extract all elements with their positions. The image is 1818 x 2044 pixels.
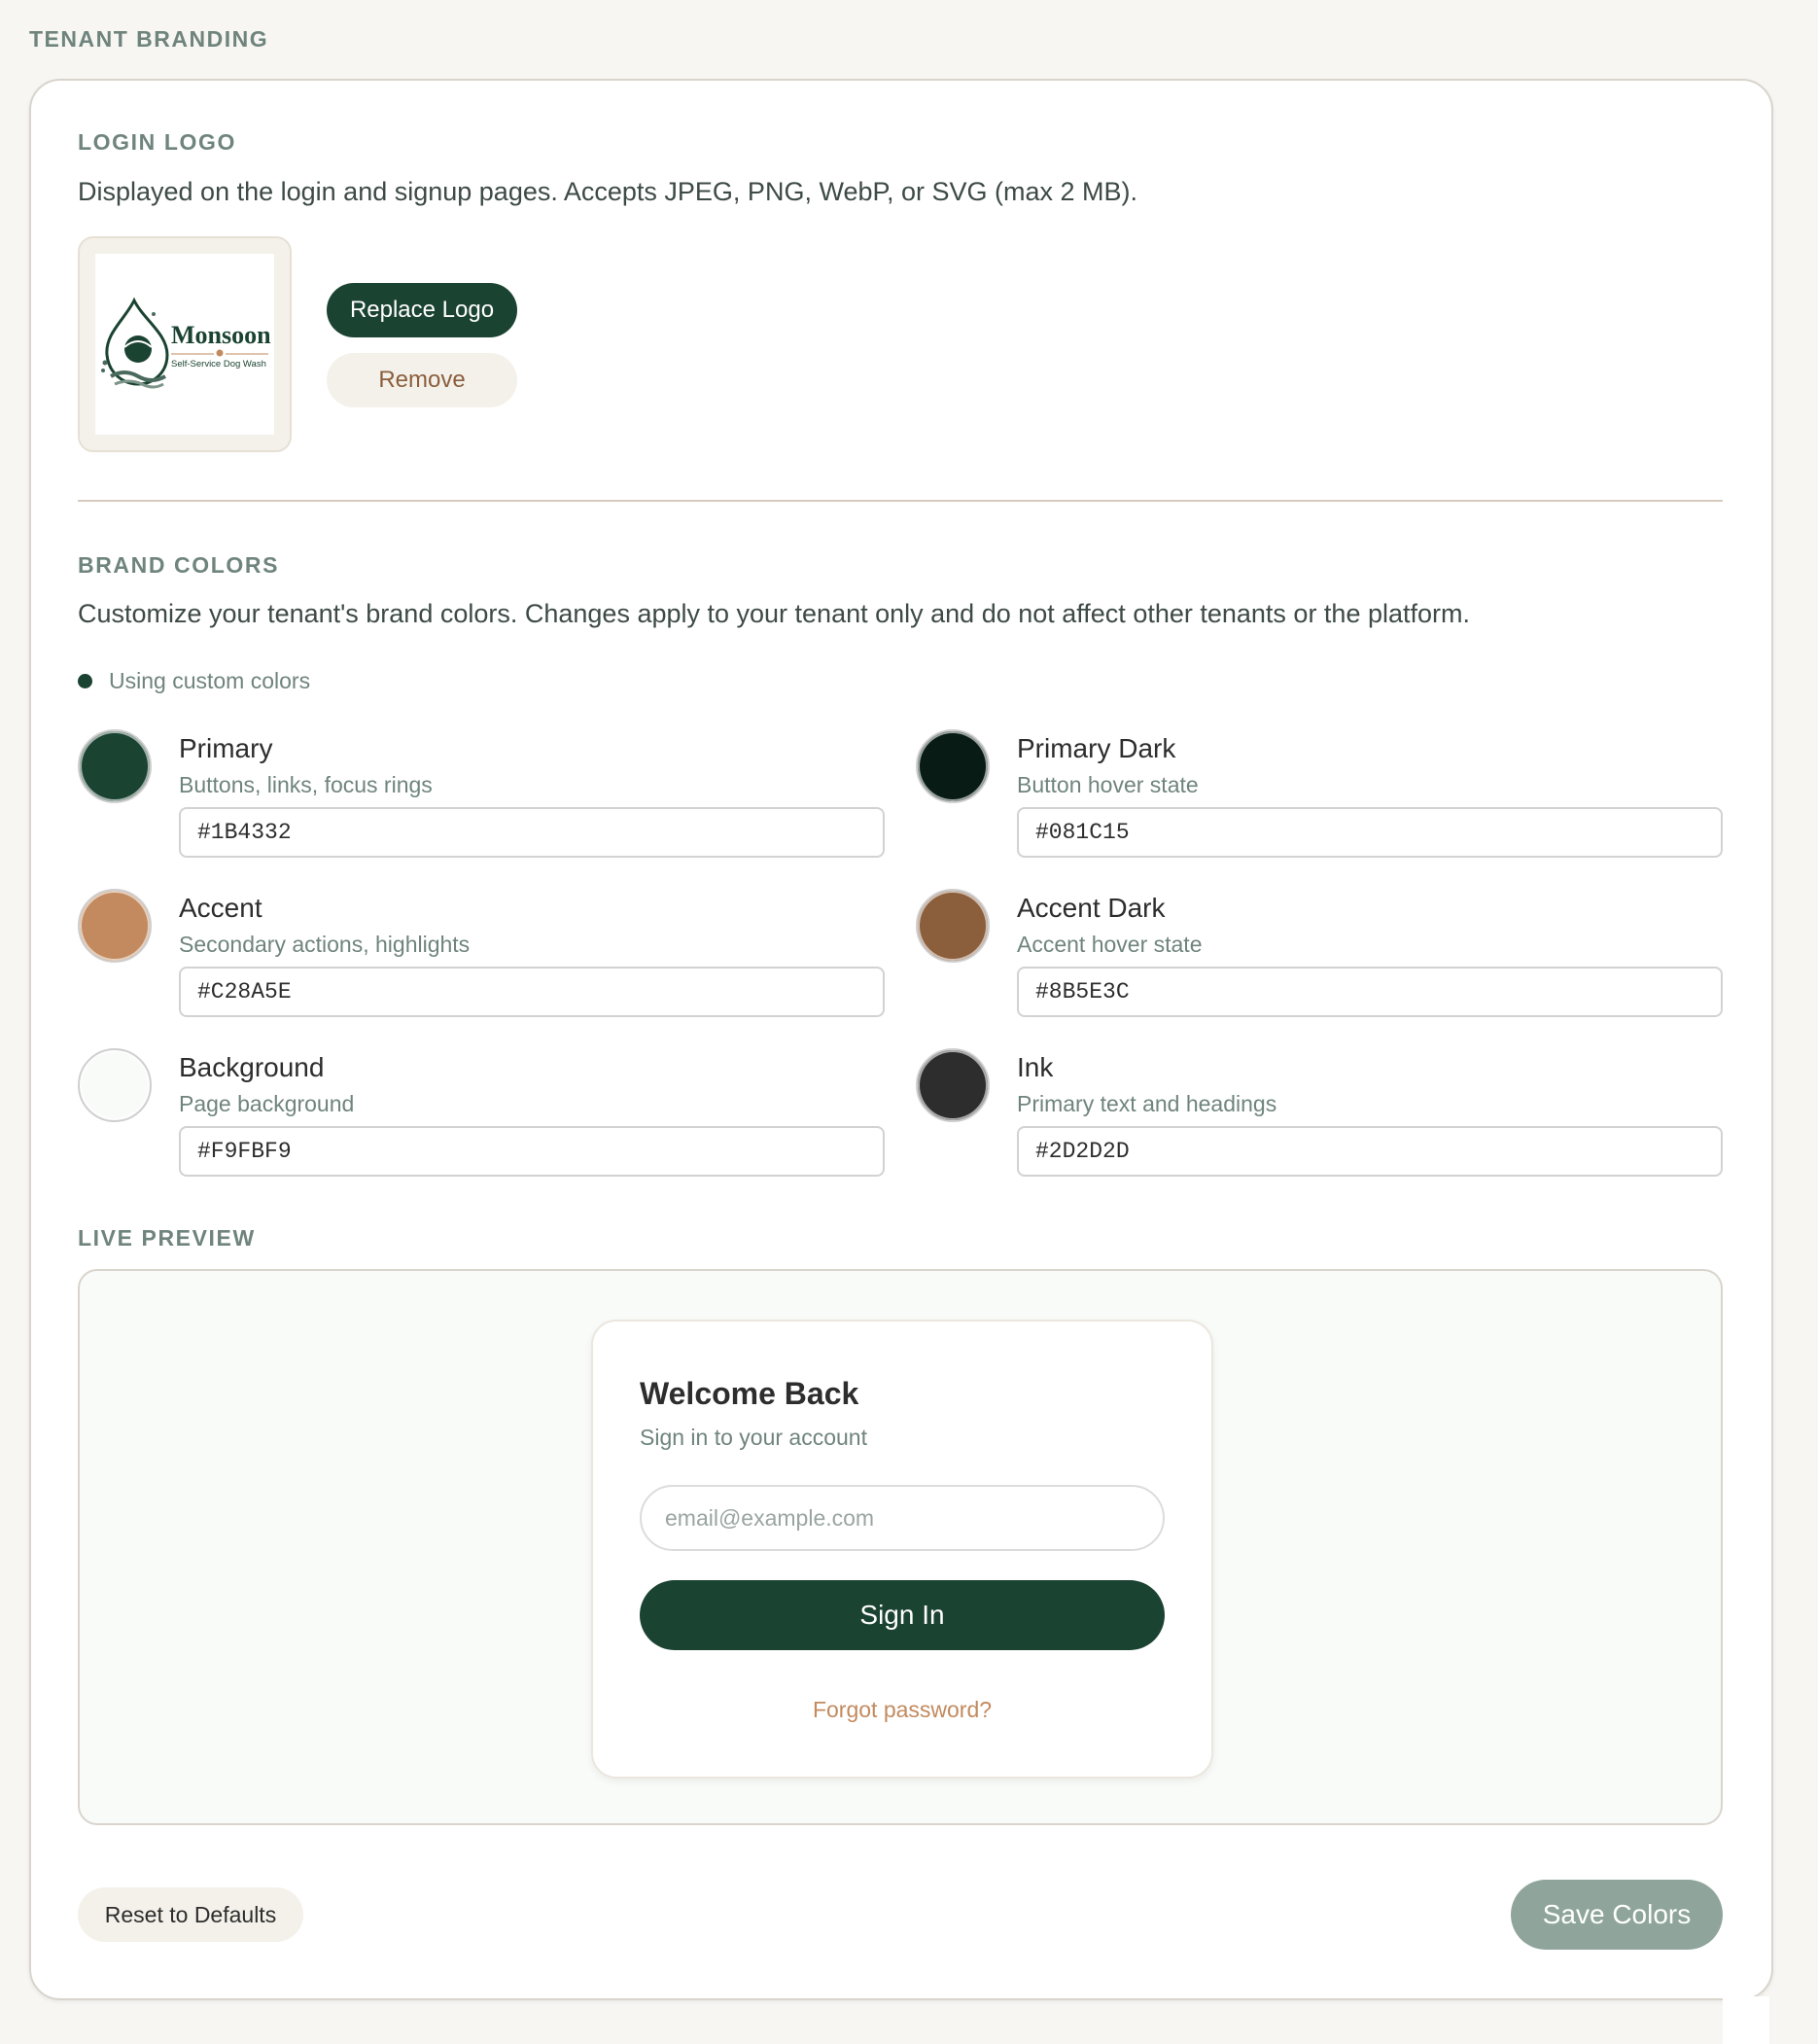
brand-colors-description: Customize your tenant's brand colors. Changes apply to your tenant only and do not affect other tenants or the platform. (78, 599, 1471, 628)
preview-signin-button[interactable]: Sign In (640, 1580, 1165, 1650)
color-hint: Buttons, links, focus rings (179, 772, 433, 797)
hex-input-accent-dark[interactable] (1017, 967, 1723, 1017)
color-name: Accent (179, 893, 262, 923)
section-divider (78, 500, 1723, 502)
color-field-background (78, 1048, 885, 1184)
color-field-ink (916, 1048, 1723, 1184)
hex-input-background[interactable] (179, 1126, 885, 1177)
color-name: Primary Dark (1017, 733, 1176, 763)
color-swatch[interactable] (916, 1048, 990, 1122)
color-field-accent (78, 889, 885, 1025)
hex-input-accent[interactable] (179, 967, 885, 1017)
logo-image (95, 254, 274, 435)
color-name: Primary (179, 733, 273, 763)
color-name: Accent Dark (1017, 893, 1166, 923)
color-field-primary-dark (916, 729, 1723, 865)
reset-defaults-button[interactable]: Reset to Defaults (78, 1887, 303, 1942)
live-preview-heading: LIVE PREVIEW (78, 1225, 256, 1251)
login-logo-description: Displayed on the login and signup pages. Accepts JPEG, PNG, WebP, or SVG (max 2 MB). (78, 177, 1138, 206)
color-swatch[interactable] (916, 729, 990, 803)
color-hint: Accent hover state (1017, 932, 1203, 957)
remove-logo-button[interactable]: Remove (327, 353, 517, 407)
preview-subtitle: Sign in to your account (640, 1425, 867, 1450)
save-colors-button[interactable]: Save Colors (1511, 1880, 1723, 1950)
color-swatch[interactable] (78, 889, 152, 963)
color-field-primary (78, 729, 885, 865)
color-hint: Primary text and headings (1017, 1091, 1277, 1116)
login-logo-heading: LOGIN LOGO (78, 129, 236, 155)
color-hint: Secondary actions, highlights (179, 932, 471, 957)
color-field-accent-dark (916, 889, 1723, 1025)
preview-forgot-link[interactable]: Forgot password? (812, 1697, 993, 1722)
live-preview-panel (78, 1269, 1723, 1825)
hex-input-ink[interactable] (1017, 1126, 1723, 1177)
color-hint: Button hover state (1017, 772, 1199, 797)
brand-colors-heading: BRAND COLORS (78, 552, 280, 578)
custom-colors-status (78, 668, 310, 694)
preview-title: Welcome Back (640, 1376, 859, 1411)
color-hint: Page background (179, 1091, 355, 1116)
page-title: TENANT BRANDING (29, 26, 269, 52)
preview-login-card (591, 1320, 1213, 1779)
logo-tagline: Self-Service Dog Wash (171, 359, 266, 370)
logo-preview (78, 236, 292, 452)
preview-email-input[interactable] (640, 1485, 1165, 1551)
logo-wordmark: Monsoon (171, 321, 271, 349)
card-edge (1723, 1996, 1769, 2044)
replace-logo-button[interactable]: Replace Logo (327, 283, 517, 337)
color-name: Ink (1017, 1052, 1054, 1082)
color-swatch[interactable] (916, 889, 990, 963)
hex-input-primary[interactable] (179, 807, 885, 858)
monsoon-logo-icon (95, 254, 276, 437)
color-swatch[interactable] (78, 1048, 152, 1122)
hex-input-primary-dark[interactable] (1017, 807, 1723, 858)
color-swatch[interactable] (78, 729, 152, 803)
color-name: Background (179, 1052, 325, 1082)
status-dot-icon (78, 674, 92, 688)
status-text: Using custom colors (109, 668, 311, 693)
